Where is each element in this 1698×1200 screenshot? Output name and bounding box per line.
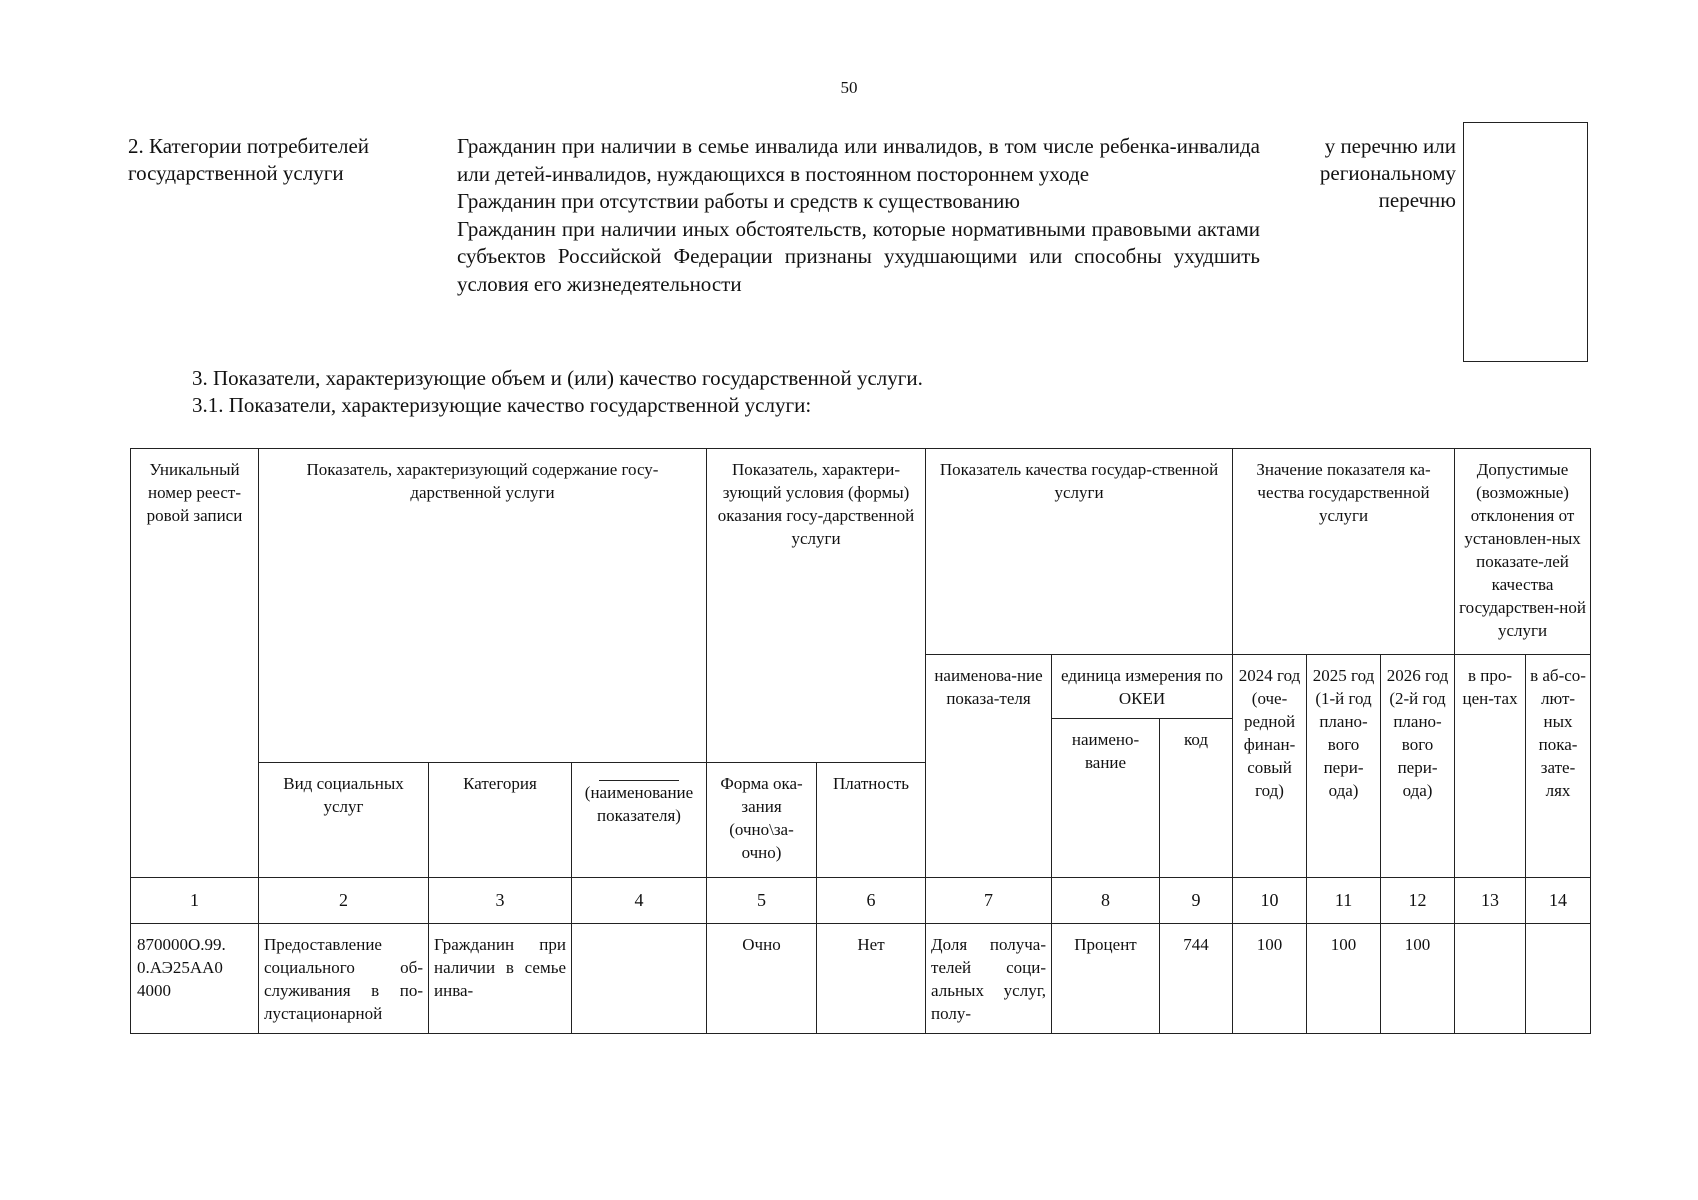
header-indicator-value: Значение показателя ка-чества государственной услуги	[1233, 449, 1455, 655]
column-number: 13	[1455, 878, 1526, 924]
category-item: Гражданин при отсутствии работы и средств к существованию	[457, 189, 1020, 213]
header-okei-unit: единица измерения по ОКЕИ	[1052, 655, 1233, 719]
header-service-content: Показатель, характеризующий содержание госу-дарственной услуги	[259, 449, 707, 763]
category-item: Гражданин при наличии иных обстоятельств, которые нормативными правовыми актами субъектов Российской Федерации признаны ухудшающими или способны ухудшить условия его жизнедеятельности	[457, 216, 1260, 296]
header-category: Категория	[429, 763, 572, 878]
section-3-title: 3. Показатели, характеризующие объем и (или) качество государственной услуги.	[192, 366, 923, 390]
value-2026-cell: 100	[1381, 924, 1455, 1034]
column-number: 7	[926, 878, 1052, 924]
header-blank-indicator: (наименование показателя)	[572, 763, 707, 878]
header-year-2026: 2026 год (2-й год плано-вого пери-ода)	[1381, 655, 1455, 878]
header-deviation-absolute: в аб-со-лют-ных пока-зате-лях	[1526, 655, 1591, 878]
header-payment: Платность	[817, 763, 926, 878]
column-number: 3	[429, 878, 572, 924]
header-service-type: Вид социальных услуг	[259, 763, 429, 878]
consumer-categories-values	[457, 133, 1260, 298]
reference-list-label: у перечню или региональному перечню	[1319, 134, 1456, 212]
blank-underline	[599, 780, 679, 781]
value-2024-cell: 100	[1233, 924, 1307, 1034]
unit-name-cell: Процент	[1052, 924, 1160, 1034]
header-unit-code: код	[1160, 719, 1233, 878]
indicator-cell	[572, 924, 707, 1034]
header-year-2024: 2024 год (оче-редной финан-совый год)	[1233, 655, 1307, 878]
header-unique-number: Уникальный номер реест-ровой записи	[131, 449, 259, 878]
column-number: 1	[131, 878, 259, 924]
value-2025-cell: 100	[1307, 924, 1381, 1034]
deviation-percent-cell	[1455, 924, 1526, 1034]
section-3-1-title: 3.1. Показатели, характеризующие качество государственной услуги:	[192, 393, 812, 417]
column-number: 4	[572, 878, 707, 924]
header-unit-name: наимено-вание	[1052, 719, 1160, 878]
column-number: 14	[1526, 878, 1591, 924]
header-service-conditions: Показатель, характери-зующий условия (формы) оказания госу-дарственной услуги	[707, 449, 926, 763]
column-number: 11	[1307, 878, 1381, 924]
column-number: 2	[259, 878, 429, 924]
header-service-form: Форма ока-зания (очно\за-очно)	[707, 763, 817, 878]
category-item: Гражданин при наличии в семье инвалида или инвалидов, в том числе ребенка-инвалида или детей-инвалидов, нуждающихся в постоянном постороннем уходе	[457, 134, 1260, 186]
column-number: 9	[1160, 878, 1233, 924]
table-row	[131, 924, 1591, 1034]
category-cell: Гражданин при наличии в семье инва-	[429, 924, 572, 1034]
column-number: 10	[1233, 878, 1307, 924]
page-number: 50	[840, 78, 858, 97]
header-allowed-deviation: Допустимые (возможные) отклонения от установлен-ных показате-лей качества государствен-ной услуги	[1455, 449, 1591, 655]
quality-name-cell: Доля получа-телей соци-альных услуг, полу-	[926, 924, 1052, 1034]
column-number: 12	[1381, 878, 1455, 924]
column-number: 6	[817, 878, 926, 924]
column-number: 8	[1052, 878, 1160, 924]
header-year-2025: 2025 год (1-й год плано-вого пери-ода)	[1307, 655, 1381, 878]
unit-code-cell: 744	[1160, 924, 1233, 1034]
form-cell: Очно	[707, 924, 817, 1034]
registry-code-box	[1463, 122, 1588, 362]
quality-indicators-table	[130, 448, 1591, 1034]
consumer-categories-label: 2. Категории потребителей государственной услуги	[128, 134, 369, 185]
header-deviation-percent: в про-цен-тах	[1455, 655, 1526, 878]
registry-number-cell: 870000О.99. 0.АЭ25АА0 4000	[131, 924, 259, 1034]
service-type-cell: Предоставление социального об-служивания в по-лустационарной	[259, 924, 429, 1034]
deviation-absolute-cell	[1526, 924, 1591, 1034]
header-indicator-name: наименова-ние показа-теля	[926, 655, 1052, 878]
column-number: 5	[707, 878, 817, 924]
payment-cell: Нет	[817, 924, 926, 1034]
header-quality-indicator: Показатель качества государ-ственной услуги	[926, 449, 1233, 655]
